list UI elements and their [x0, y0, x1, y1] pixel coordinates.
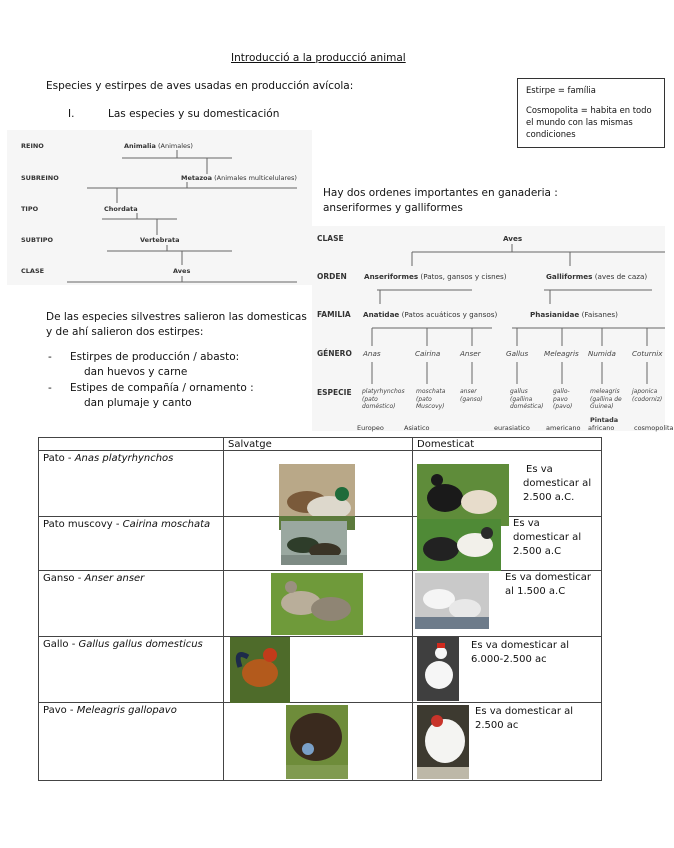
- level-subtipo: SUBTIPO: [21, 236, 54, 244]
- origin-eurasiatico: eurasiatico: [494, 424, 530, 432]
- node-anseriformes: Anseriformes (Patos, gansos y cisnes): [364, 272, 507, 281]
- domestic-goose-photo: [415, 573, 489, 629]
- bullet-dash-2: -: [48, 382, 52, 394]
- genus-cairina: Cairina: [415, 349, 441, 358]
- header-salvatge: Salvatge: [224, 438, 413, 451]
- species-cell: Ganso - Anser anser: [39, 571, 224, 637]
- domestication-text: Es va domesticar al 2.500 ac: [475, 706, 574, 731]
- bullet-produccion-line1: Estirpes de producción / abasto:: [70, 351, 240, 363]
- wild-turkey-photo: [286, 705, 348, 779]
- node-galliformes: Galliformes (aves de caza): [546, 272, 648, 281]
- species-meleagris: meleagris (gallina de Guinea): [590, 388, 622, 410]
- domestic-cell: [413, 703, 602, 781]
- wild-species-text: [46, 310, 307, 340]
- wild-line-2: y de ahí salieron dos estirpes:: [46, 326, 204, 338]
- page-title: Introducció a la producció animal: [231, 52, 406, 64]
- node-vertebrata: Vertebrata: [140, 236, 180, 244]
- bullet-produccion: [70, 350, 239, 380]
- origin-europeo: Europeo: [357, 424, 384, 432]
- taxonomy-diagram-class: [7, 130, 312, 285]
- origin-cosmopolita: cosmopolita: [634, 424, 674, 432]
- bullet-produccion-line2: dan huevos y carne: [84, 366, 188, 378]
- domestic-rooster-photo: [417, 637, 459, 701]
- genus-anser: Anser: [460, 349, 481, 358]
- bullet-compania-line2: dan plumaje y canto: [84, 397, 192, 409]
- level-clase-right: CLASE: [317, 234, 344, 243]
- table-row: [39, 703, 602, 781]
- genus-gallus: Gallus: [506, 349, 529, 358]
- level-subreino: SUBREINO: [21, 174, 59, 182]
- species-japonica: japonica (codorniz): [632, 388, 663, 403]
- wild-line-1: De las especies silvestres salieron las domesticas: [46, 311, 307, 323]
- level-especie: ESPECIE: [317, 388, 352, 397]
- taxonomy-lines: [7, 130, 312, 285]
- definitions-box: [517, 78, 665, 148]
- level-orden: ORDEN: [317, 272, 347, 281]
- bullet-dash-1: -: [48, 351, 52, 363]
- level-tipo: TIPO: [21, 205, 39, 213]
- level-genero: GÉNERO: [317, 349, 352, 358]
- wild-photo-cell: [224, 571, 413, 637]
- section-title: Las especies y su domesticación: [108, 108, 280, 120]
- species-platyrhynchos: platyrhynchos (pato doméstico): [362, 388, 405, 410]
- table-row: [39, 517, 602, 571]
- level-familia: FAMILIA: [317, 310, 351, 319]
- genus-meleagris: Meleagris: [544, 349, 579, 358]
- wild-muscovy-photo: [281, 521, 347, 565]
- table-row: [39, 571, 602, 637]
- domestic-cell: [413, 637, 602, 703]
- section-number: I.: [68, 108, 75, 120]
- species-cell: Pato muscovy - Cairina moschata: [39, 517, 224, 571]
- wild-photo-cell: [224, 637, 413, 703]
- table-row: [39, 451, 602, 517]
- species-cell: Pavo - Meleagris gallopavo: [39, 703, 224, 781]
- table-header-row: [39, 438, 602, 451]
- origin-asiatico: Asiatico: [404, 424, 430, 432]
- domestication-text: Es va domesticar al 2.500 a.C.: [523, 464, 592, 503]
- node-aves-right: Aves: [503, 234, 523, 243]
- table-row: [39, 637, 602, 703]
- domestication-text: Es va domesticar al 1.500 a.C: [505, 572, 591, 597]
- domestic-turkey-photo: [417, 705, 469, 779]
- orders-text: [323, 186, 558, 216]
- wild-goose-photo: [271, 573, 363, 635]
- species-cell: Gallo - Gallus gallus domesticus: [39, 637, 224, 703]
- orders-line-1: Hay dos ordenes importantes en ganaderia :: [323, 187, 558, 199]
- taxonomy-diagram-species: [312, 226, 674, 432]
- bullet-compania-line1: Estipes de compañía / ornamento :: [70, 382, 254, 394]
- definition-cosmopolita: Cosmopolita = habita en todo el mundo con las mismas condiciones: [526, 105, 652, 139]
- header-species: [39, 438, 224, 451]
- node-anatidae: Anatidae (Patos acuáticos y gansos): [363, 310, 498, 319]
- node-animalia: Animalia (Animales): [124, 142, 193, 150]
- wild-rooster-photo: [230, 637, 290, 703]
- bullet-compania: [70, 381, 254, 411]
- definition-estirpe: Estirpe = família: [526, 85, 596, 95]
- species-anser: anser (ganso): [460, 388, 483, 403]
- domestic-cell: [413, 451, 602, 517]
- species-moschata: moschata (pato Muscovy): [416, 388, 446, 410]
- species-table: [38, 437, 602, 781]
- genus-numida: Numida: [588, 349, 616, 358]
- origin-americano: americano: [546, 424, 581, 432]
- orders-line-2: anseriformes y galliformes: [323, 202, 463, 214]
- wild-photo-cell: [224, 517, 413, 571]
- header-domesticat: Domesticat: [413, 438, 602, 451]
- level-reino: REINO: [21, 142, 44, 150]
- genus-coturnix: Coturnix: [632, 349, 663, 358]
- node-phasianidae: Phasianidae (Faisanes): [530, 310, 618, 319]
- domestication-text: Es va domesticar al 2.500 a.C: [513, 518, 582, 557]
- pintada-label: Pintada: [590, 416, 619, 424]
- domestic-cell: [413, 517, 602, 571]
- origin-africano: africano: [588, 424, 615, 432]
- species-gallus: gallus (gallina doméstica): [510, 388, 544, 410]
- domestic-muscovy-photo: [417, 519, 501, 571]
- domestication-text: Es va domesticar al 6.000-2.500 ac: [471, 640, 570, 665]
- wild-photo-cell: [224, 703, 413, 781]
- node-chordata: Chordata: [104, 205, 138, 213]
- wild-photo-cell: [224, 451, 413, 517]
- genus-anas: Anas: [363, 349, 381, 358]
- level-clase: CLASE: [21, 267, 45, 275]
- domestic-cell: [413, 571, 602, 637]
- node-metazoa: Metazoa (Animales multicelulares): [181, 174, 297, 182]
- intro-text: Especies y estirpes de aves usadas en producción avícola:: [46, 80, 354, 92]
- species-cell: Pato - Anas platyrhynchos: [39, 451, 224, 517]
- node-aves: Aves: [173, 267, 191, 275]
- species-gallopavo: gallo-pavo (pavo): [553, 388, 573, 410]
